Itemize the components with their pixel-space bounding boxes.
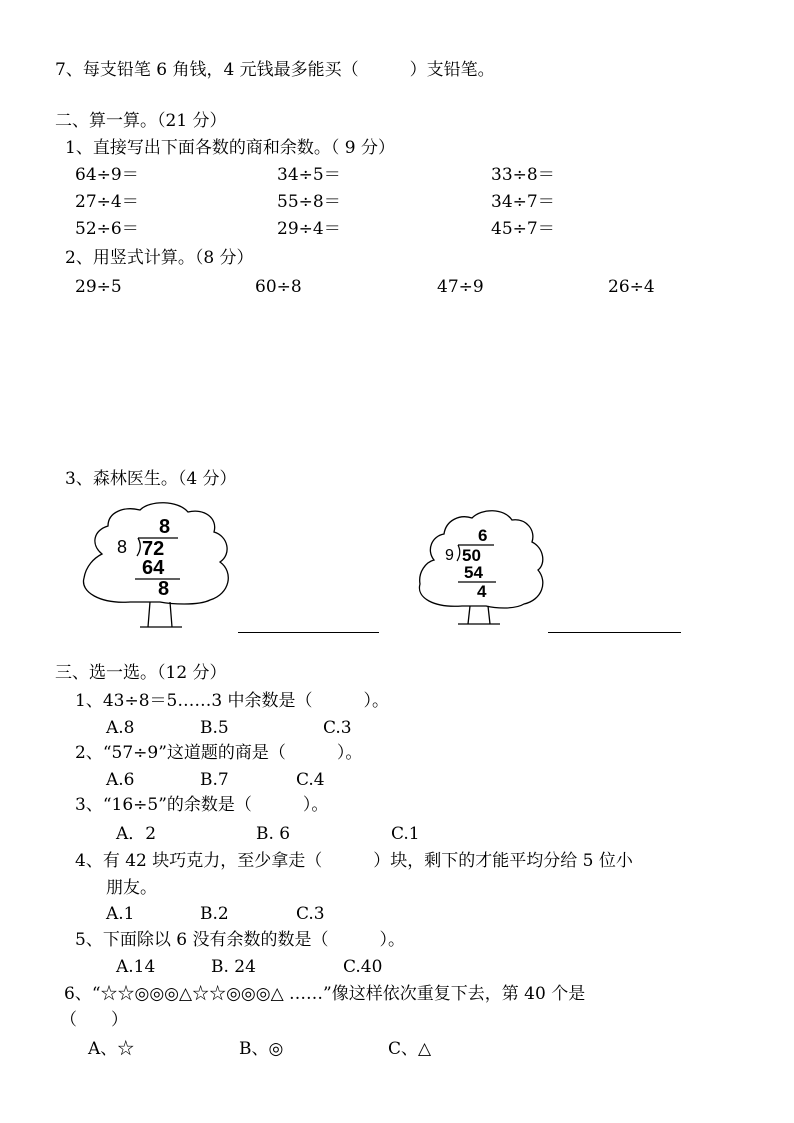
tree-product: 54 xyxy=(464,563,483,582)
option-c[interactable]: C.3 xyxy=(296,904,325,924)
section-3-title: 三、选一选。（12 分） xyxy=(55,663,227,683)
option-c[interactable]: C.3 xyxy=(323,718,352,738)
option-c[interactable]: C、△ xyxy=(388,1039,432,1059)
option-a[interactable]: A.14 xyxy=(116,957,156,977)
option-a[interactable]: A．2 xyxy=(116,824,157,844)
calc-item: 55÷8＝ xyxy=(277,192,341,212)
question-7: 7、每支铅笔 6 角钱，4 元钱最多能买（ ）支铅笔。 xyxy=(55,60,495,80)
choice-question-2: 2、“57÷9”这道题的商是（ ）。 xyxy=(75,743,363,763)
option-a[interactable]: A、☆ xyxy=(88,1039,135,1059)
choice-question-1: 1、43÷8＝5……3 中余数是（ ）。 xyxy=(75,691,390,711)
calc-item: 52÷6＝ xyxy=(75,219,139,239)
option-a[interactable]: A.8 xyxy=(106,718,135,738)
tree-remainder: 8 xyxy=(158,578,170,600)
calc-item: 33÷8＝ xyxy=(491,165,555,185)
answer-line-1[interactable] xyxy=(238,632,379,633)
calc-item: 45÷7＝ xyxy=(491,219,555,239)
tree-trunk xyxy=(140,602,182,627)
vertical-calc-item: 47÷9 xyxy=(437,277,484,297)
tree-1 xyxy=(80,500,240,630)
choice-question-6-cont: （ ） xyxy=(60,1010,128,1030)
vertical-calc-item: 26÷4 xyxy=(608,277,655,297)
calc-item: 27÷4＝ xyxy=(75,192,139,212)
option-c[interactable]: C.4 xyxy=(296,770,325,790)
vertical-calc-item: 60÷8 xyxy=(255,277,302,297)
option-a[interactable]: A.1 xyxy=(106,904,135,924)
tree-product: 64 xyxy=(142,557,165,579)
choice-question-6: 6、“☆☆◎◎◎△☆☆◎◎◎△ ……”像这样依次重复下去，第 40 个是 xyxy=(64,984,586,1004)
option-a[interactable]: A.6 xyxy=(106,770,135,790)
calc-item: 64÷9＝ xyxy=(75,165,139,185)
tree-dividend: 72 xyxy=(142,538,165,560)
tree-2 xyxy=(414,510,549,630)
option-c[interactable]: C.40 xyxy=(343,957,383,977)
tree-dividend: 50 xyxy=(462,546,481,565)
option-b[interactable]: B.5 xyxy=(200,718,229,738)
option-b[interactable]: B.7 xyxy=(200,770,229,790)
calc-item: 34÷7＝ xyxy=(491,192,555,212)
choice-question-5: 5、下面除以 6 没有余数的数是（ ）。 xyxy=(75,930,405,950)
part-1-title: 1、直接写出下面各数的商和余数。（ 9 分） xyxy=(65,138,395,158)
option-c[interactable]: C.1 xyxy=(391,824,420,844)
choice-question-4-cont: 朋友。 xyxy=(106,878,157,898)
choice-question-4: 4、有 42 块巧克力，至少拿走（ ）块，剩下的才能平均分给 5 位小 xyxy=(75,851,633,871)
option-b[interactable]: B.2 xyxy=(200,904,229,924)
tree-quotient: 6 xyxy=(478,526,488,545)
calc-item: 29÷4＝ xyxy=(277,219,341,239)
calc-item: 34÷5＝ xyxy=(277,165,341,185)
choice-question-3: 3、“16÷5”的余数是（ ）。 xyxy=(75,795,329,815)
tree-divisor: 9 xyxy=(445,547,454,564)
part-3-title: 3、森林医生。（4 分） xyxy=(65,469,237,489)
option-b[interactable]: B、◎ xyxy=(239,1039,284,1059)
option-b[interactable]: B. 6 xyxy=(256,824,291,844)
option-b[interactable]: B. 24 xyxy=(211,957,256,977)
tree-remainder: 4 xyxy=(477,582,487,601)
section-2-title: 二、算一算。（21 分） xyxy=(55,111,227,131)
tree-quotient: 8 xyxy=(159,516,171,538)
answer-line-2[interactable] xyxy=(548,632,681,633)
tree-divisor: 8 xyxy=(117,537,128,557)
tree-trunk xyxy=(458,606,500,624)
part-2-title: 2、用竖式计算。（8 分） xyxy=(65,248,254,268)
vertical-calc-item: 29÷5 xyxy=(75,277,122,297)
